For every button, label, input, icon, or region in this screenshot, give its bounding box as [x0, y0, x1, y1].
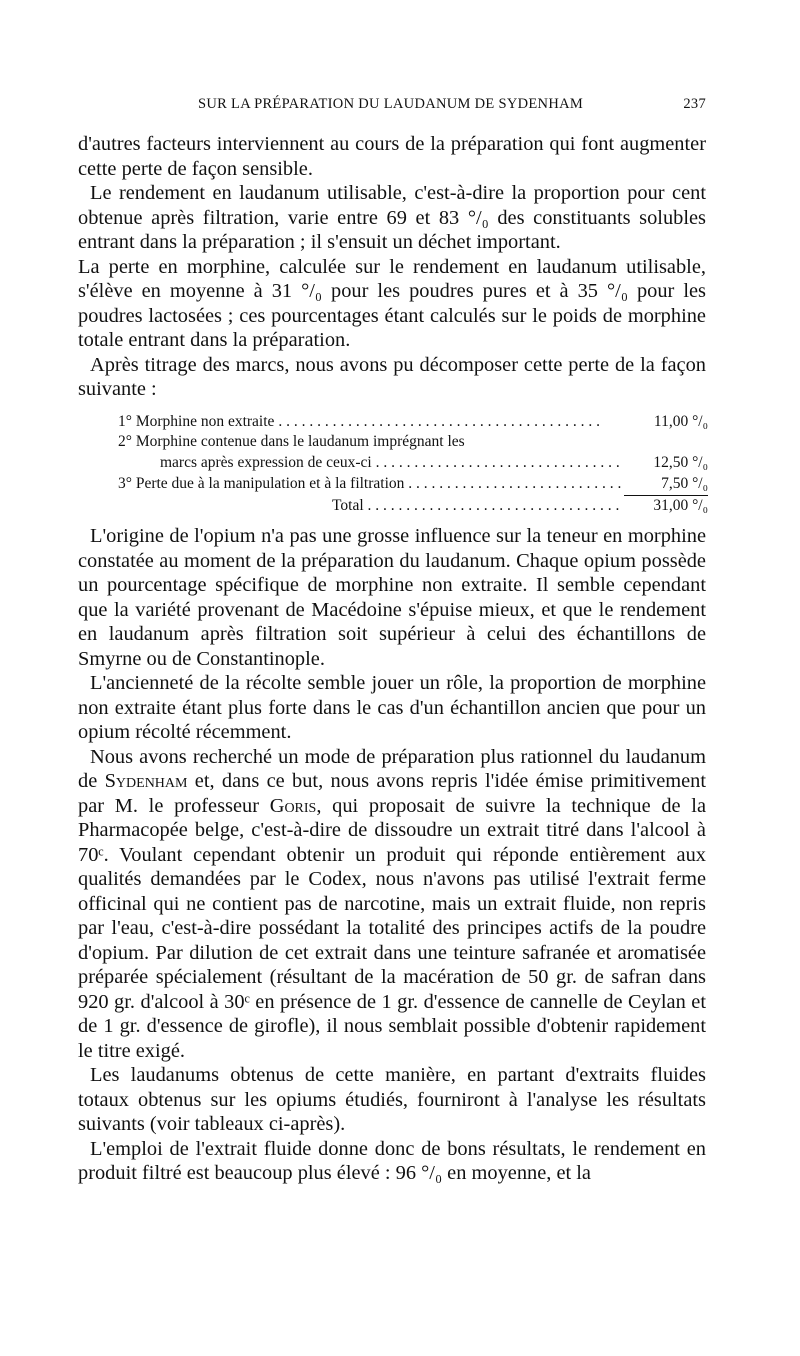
author-name: Goris — [269, 794, 317, 817]
table-row — [118, 474, 708, 496]
table-row — [118, 453, 708, 474]
paragraph: L'ancienneté de la récolte semble jouer un rôle, la proportion de morphine non extraite étant plus forte dans le cas d'un échantillon ancien que pour un opium récolté récemment. — [78, 672, 706, 744]
text-run: Nous avons recherché un mode de préparation plus rationnel du laudanum de — [78, 745, 706, 793]
row-label: 2° Morphine contenue dans le laudanum imprégnant les — [118, 433, 465, 451]
table-total-row — [118, 496, 708, 517]
paragraph: Après titrage des marcs, nous avons pu décomposer cette perte de la façon suivante : — [78, 353, 706, 400]
text-run: et, dans ce but, nous avons repris l'idée émise primitivement par M. le professeur — [78, 770, 707, 817]
author-name: Sydenham — [104, 770, 188, 793]
body-text — [78, 132, 706, 1186]
paragraph: Les laudanums obtenus de cette manière, en partant d'extraits fluides totaux obtenus sur les opiums étudiés, fourniront à l'analyse les résultats suivants (voir tableaux ci-après). — [78, 1064, 706, 1136]
total-value: 31,00 °/₀ — [653, 496, 708, 514]
paragraph — [78, 745, 706, 1064]
total-label: Total . . . — [118, 496, 624, 517]
paragraph: La perte en morphine, calculée sur le rendement en laudanum utilisable, s'élève en moyenne à 31 °/₀ pour les poudres pures et à 35 °/₀ pour les poudres lactosées ; ces pourcentages étant calculés sur le poids de morphine totale entrant dans la préparation. — [78, 255, 706, 351]
row-value: 11,00 °/₀ — [653, 412, 708, 430]
morphine-loss-table — [118, 412, 708, 517]
table-row — [118, 412, 708, 433]
page-number: 237 — [683, 96, 706, 112]
paragraph: d'autres facteurs interviennent au cours de la préparation qui font augmenter cette perte de façon sensible. — [78, 133, 706, 180]
text-run: , qui proposait de suivre la technique de la Pharmacopée belge, c'est-à-dire de dissoudre un extrait titré dans l'alcool à 70ᶜ. Voulant cependant obtenir un produit qui réponde entièrement aux qualités demandées par le Codex, nous n'avons pas utilisé l'extrait ferme officinal qui ne contient pas de narcotine, mais un extrait fluide, non repris par l'eau, c'est-à-dire possédant la totalité des principes actifs de la poudre d'opium. Par dilution de cet extrait dans une teinture safranée et aromatisée préparée spécialement (résultant de la macération de 50 gr. de safran dans 920 gr. d'alcool à 30ᶜ en présence de 1 gr. d'essence de cannelle de Ceylan et de 1 gr. d'essence de girofle), il nous semblait possible d'obtenir rapidement le titre exigé. — [78, 794, 706, 1062]
row-value: 12,50 °/₀ — [653, 454, 708, 472]
row-value: 7,50 °/₀ — [624, 474, 708, 496]
paragraph: L'emploi de l'extrait fluide donne donc de bons résultats, le rendement en produit filtré est beaucoup plus élevé : 96 °/₀ en moyenne, et la — [78, 1137, 706, 1185]
paragraph: Le rendement en laudanum utilisable, c'est-à-dire la proportion pour cent obtenue après filtration, varie entre 69 et 83 °/₀ des constituants solubles entrant dans la préparation ; il s'ensuit un déchet important. — [78, 182, 706, 253]
row-label: 1° Morphine non extraite . . . — [118, 412, 624, 433]
row-label: 3° Perte due à la manipulation et à la filtration . . . — [118, 474, 624, 495]
running-title: SUR LA PRÉPARATION DU LAUDANUM DE SYDENHAM — [198, 96, 584, 112]
row-label: marcs après expression de ceux-ci . . . — [118, 453, 624, 474]
table-row — [118, 432, 708, 453]
paragraph: L'origine de l'opium n'a pas une grosse influence sur la teneur en morphine constatée au moment de la préparation du laudanum. Chaque opium possède un pourcentage spécifique de morphine non extraite. Il semble cependant que la variété provenant de Macédoine s'épuise mieux, et que le rendement en laudanum après filtration soit supérieur à celui des échantillons de Smyrne ou de Constantinople. — [78, 525, 706, 670]
